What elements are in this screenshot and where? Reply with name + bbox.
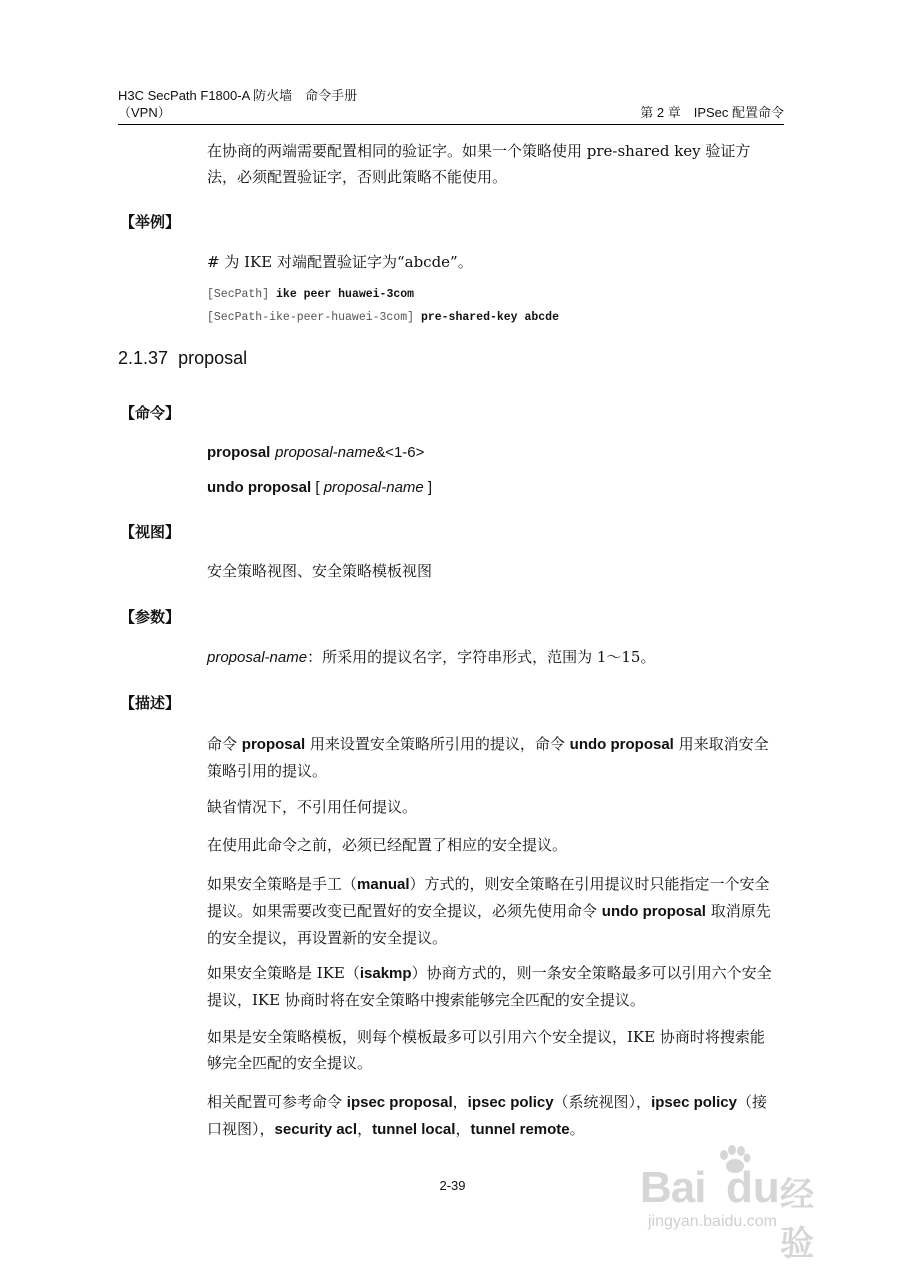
example-code-line-2 <box>207 311 559 324</box>
bold-command: manual <box>357 876 410 893</box>
command-syntax-1 <box>207 439 777 466</box>
param-desc: ：所采用的提议名字，字符串形式，范围为 1～15。 <box>307 648 656 666</box>
view-text: 安全策略视图、安全策略模板视图 <box>207 562 433 580</box>
text-run: ， <box>452 1093 468 1111</box>
text-run: 如果安全策略是 IKE（ <box>207 964 360 982</box>
code-command: ike peer huawei-3com <box>276 288 415 301</box>
bold-command: security acl <box>274 1121 358 1138</box>
desc-paragraph-7 <box>207 1089 777 1143</box>
example-code-line-1 <box>207 288 414 301</box>
intro-paragraph: 在协商的两端需要配置相同的验证字。如果一个策略使用 pre-shared key 验证方法，必须配置验证字，否则此策略不能使用。 <box>207 142 751 186</box>
text-run: 命令 <box>207 735 242 753</box>
bold-command: tunnel local <box>372 1121 456 1138</box>
text-run: 用来设置安全策略所引用的提议，命令 <box>305 735 570 753</box>
bold-command: ipsec policy <box>651 1094 737 1111</box>
header-chapter: 第 2 章 IPSec 配置命令 <box>640 105 784 120</box>
desc-paragraph-5 <box>207 960 777 1013</box>
params-text <box>207 644 777 671</box>
example-section-title: 【举例】 <box>120 213 181 231</box>
section-heading <box>118 348 247 369</box>
bold-command: isakmp <box>359 965 412 982</box>
header-manual-title: H3C SecPath F1800-A 防火墙 命令手册 <box>118 88 358 103</box>
bold-command: tunnel remote <box>470 1121 570 1138</box>
text-run: 如果安全策略是手工（ <box>207 875 358 893</box>
example-comment: # 为 IKE 对端配置验证字为“abcde”。 <box>207 253 473 271</box>
desc-paragraph-2: 缺省情况下，不引用任何提议。 <box>207 798 418 816</box>
desc-paragraph-3: 在使用此命令之前，必须已经配置了相应的安全提议。 <box>207 836 568 854</box>
code-prompt: [SecPath-ike-peer-huawei-3com] <box>207 311 415 324</box>
bold-command: proposal <box>241 736 306 753</box>
text-run: （接口视图）， <box>207 1093 767 1138</box>
bold-command: ipsec proposal <box>346 1094 453 1111</box>
command-repeat: &<1-6> <box>375 444 425 461</box>
undo-argument: proposal-name <box>323 479 424 496</box>
header-rule <box>118 124 784 125</box>
command-keyword: proposal <box>207 444 271 461</box>
bold-command: undo proposal <box>601 903 706 920</box>
desc-paragraph-1 <box>207 731 777 784</box>
command-section-title: 【命令】 <box>120 404 181 422</box>
desc-paragraph-4 <box>207 871 777 951</box>
text-run: 用来取消安全策略引用的提议。 <box>207 735 769 780</box>
desc-section-title: 【描述】 <box>120 694 181 712</box>
watermark-url: jingyan.baidu.com <box>648 1213 777 1230</box>
watermark-brand: Bai <box>640 1163 706 1212</box>
section-number: 2.1.37 <box>118 348 169 368</box>
header-volume: （VPN） <box>118 105 171 120</box>
text-run: （系统视图）， <box>553 1093 652 1111</box>
params-section-title: 【参数】 <box>120 608 181 626</box>
text-run: ， <box>357 1120 373 1138</box>
undo-keyword: undo proposal <box>207 479 312 496</box>
text-run: 。 <box>569 1120 585 1138</box>
watermark-du: du <box>726 1163 780 1212</box>
text-run: 取消原先的安全提议，再设置新的安全提议。 <box>207 902 771 947</box>
bracket-open: [ <box>311 479 324 496</box>
page-number: 2-39 <box>439 1178 466 1193</box>
param-name: proposal-name <box>207 649 308 666</box>
text-run: 相关配置可参考命令 <box>207 1093 347 1111</box>
text-run: ， <box>455 1120 471 1138</box>
code-prompt: [SecPath] <box>207 288 270 301</box>
command-argument: proposal-name <box>275 444 376 461</box>
watermark-cn: 经验 <box>780 1175 814 1264</box>
baidu-jingyan-watermark <box>640 1155 840 1264</box>
bracket-close: ] <box>423 479 433 496</box>
text-run: ）协商方式的，则一条安全策略最多可以引用六个安全提议，IKE 协商时将在安全策略中搜索能够完全匹配的安全提议。 <box>207 964 772 1009</box>
code-command: pre-shared-key abcde <box>420 311 559 324</box>
view-section-title: 【视图】 <box>120 523 181 541</box>
desc-paragraph-6: 如果是安全策略模板，则每个模板最多可以引用六个安全提议，IKE 协商时将搜索能够完全匹配的安全提议。 <box>207 1028 765 1072</box>
bold-command: undo proposal <box>569 736 674 753</box>
command-syntax-2 <box>207 474 777 501</box>
bold-command: ipsec policy <box>467 1094 554 1111</box>
section-title: proposal <box>178 348 248 368</box>
text-run: ）方式的，则安全策略在引用提议时只能指定一个安全提议。如果需要改变已配置好的安全提议，必须先使用命令 <box>207 875 770 920</box>
